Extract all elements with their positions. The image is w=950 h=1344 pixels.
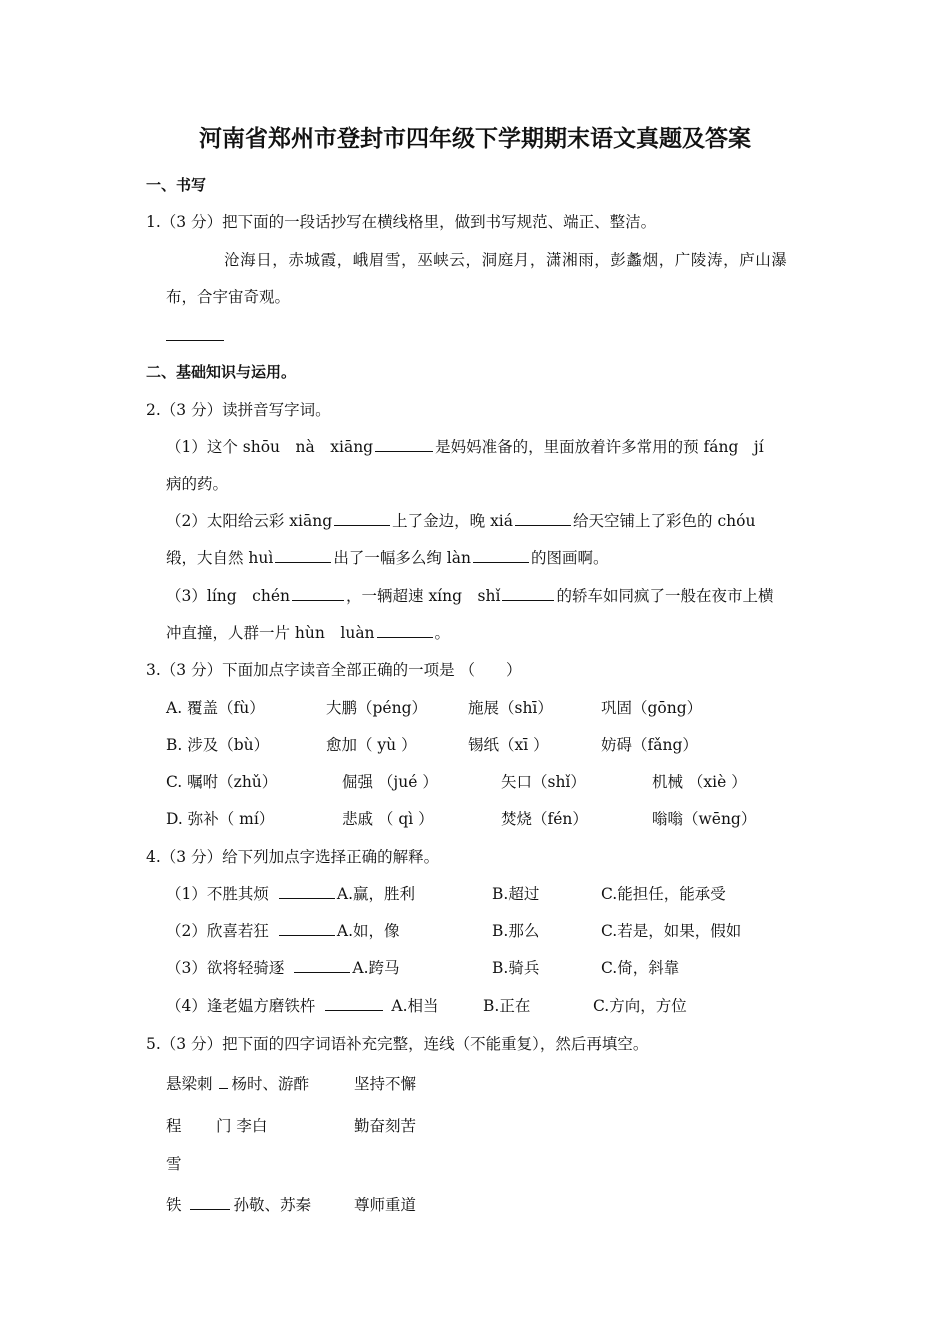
q2-item1-line2: 病的药。 [166,475,229,493]
q5-row4-trait: 尊师重道 [354,1196,417,1214]
q2-blank-8[interactable] [377,623,433,638]
q4-blank-1[interactable] [279,884,335,899]
q4-blank-2[interactable] [279,921,335,936]
q2-item3-text-b: ，一辆超速 xíng shǐ [346,587,501,605]
q5-row2-trait: 勤奋刻苦 [354,1117,417,1135]
q4-item2 [166,921,400,941]
q5-row2-person: 门 李白 [216,1117,268,1135]
q3-option-a-2: 大鹏（péng） [326,699,428,717]
q2-item1-text-b: 是妈妈准备的，里面放着许多常用的预 fáng jí [435,438,764,456]
q4-blank-3[interactable] [294,958,350,973]
q3-option-b-2: 愈加（ yù ） [326,736,417,754]
q3-option-a-4: 巩固（gōng） [601,699,703,717]
q4-item1 [166,884,415,904]
q3-option-a-3: 施展（shī） [468,699,553,717]
q2-item2-line1 [166,511,755,531]
q5-blank-2[interactable] [190,1195,230,1210]
q3-option-d-2: 悲戚 （ qì ） [342,810,434,828]
q5-row4-person: 孙敬、苏秦 [233,1196,312,1214]
q4-item2-choice-b: B.那么 [492,922,540,940]
q2-blank-3[interactable] [515,511,571,526]
q2-item2-text-b: 上了金边，晚 xiá [392,512,514,530]
q2-item2-line2 [166,548,608,568]
q4-blank-4[interactable] [325,996,383,1011]
q1-passage-line2: 布，合宇宙奇观。 [166,288,291,306]
q3-option-c-4: 机械 （xiè ） [652,773,747,791]
q2-blank-2[interactable] [334,511,390,526]
q1-passage-line1: 沧海日，赤城霞，峨眉雪，巫峡云，洞庭月，潇湘雨，彭蠡烟，广陵涛，庐山瀑 [224,251,788,269]
q4-item3-choice-a: A.跨马 [352,959,400,977]
q5-stem: 5.（3 分）把下面的四字词语补充完整，连线（不能重复），然后再填空。 [146,1035,649,1053]
q4-item2-word: （2）欣喜若狂 [166,922,269,940]
q4-item2-choice-c: C.若是，如果，假如 [601,922,742,940]
q3-option-d-3: 焚烧（fén） [501,810,588,828]
q2-item3-text-e: 。 [434,624,451,642]
q5-row4-word: 铁 [166,1196,182,1214]
q2-item2-text-f: 的图画啊。 [530,549,609,567]
q4-item3-choice-b: B.骑兵 [492,959,540,977]
q5-blank-1[interactable] [219,1074,228,1089]
q2-blank-1[interactable] [375,437,433,452]
q3-option-b-1[interactable]: B. 涉及（bù） [166,736,270,754]
q4-item4-choice-c: C.方向，方位 [593,997,687,1015]
q4-item2-choice-a: A.如，像 [336,922,400,940]
q3-option-c-1[interactable]: C. 嘱咐（zhǔ） [166,773,278,791]
q1-answer-line [166,340,224,341]
q2-blank-6[interactable] [292,586,344,601]
q4-item1-word: （1）不胜其烦 [166,885,269,903]
section-heading-basics: 二、基础知识与运用。 [146,363,297,381]
q4-item3-choice-c: C.倚，斜靠 [601,959,680,977]
q4-item3-word: （3）欲将轻骑逐 [166,959,285,977]
q4-item4-choice-a: A.相当 [391,997,439,1015]
q3-option-d-4: 嗡嗡（wēng） [652,810,757,828]
q5-row1-person: 杨时、游酢 [231,1075,310,1093]
q2-item1-text-a: （1）这个 shōu nà xiāng [166,438,374,456]
q4-item1-choice-b: B.超过 [492,885,540,903]
q4-item4-choice-b: B.正在 [483,997,531,1015]
q2-blank-7[interactable] [502,586,554,601]
q3-option-b-4: 妨碍（fǎng） [601,736,698,754]
q4-item1-choice-c: C.能担任，能承受 [601,885,726,903]
q3-stem: 3.（3 分）下面加点字读音全部正确的一项是 （ ） [146,661,522,679]
q1-stem: 1.（3 分）把下面的一段话抄写在横线格里，做到书写规范、端正、整洁。 [146,213,657,231]
q3-option-d-1[interactable]: D. 弥补（ mí） [166,810,275,828]
q5-row3-word: 雪 [166,1155,182,1173]
page-title: 河南省郑州市登封市四年级下学期期末语文真题及答案 [199,125,751,152]
q5-row1-word: 悬梁刺 [166,1075,213,1093]
q2-item3-line2 [166,623,450,643]
q2-blank-4[interactable] [275,548,331,563]
q4-item4 [166,996,439,1016]
q2-item3-line1 [166,586,773,606]
q3-option-b-3: 锡纸（xī ） [468,736,549,754]
q2-item3-text-d: 冲直撞，人群一片 hùn luàn [166,624,375,642]
q3-option-a-1[interactable]: A. 覆盖（fù） [166,699,265,717]
section-heading-writing: 一、书写 [146,176,207,194]
q2-item1-line1 [166,437,764,457]
q3-option-c-2: 倔强 （jué ） [342,773,438,791]
q4-item1-choice-a: A.赢，胜利 [336,885,415,903]
q5-row1-idiom [166,1074,309,1094]
q2-item2-text-e: 出了一幅多么绚 làn [333,549,471,567]
q2-item3-text-c: 的轿车如同疯了一般在夜市上横 [556,587,774,605]
q3-option-c-3: 矢口（shǐ） [501,773,586,791]
q2-stem: 2.（3 分）读拼音写字词。 [146,401,331,419]
q2-item2-text-c: 给天空铺上了彩色的 chóu [573,512,756,530]
q5-row2-word: 程 [166,1117,182,1135]
q2-blank-5[interactable] [473,548,529,563]
q5-row4-idiom [166,1195,311,1215]
q5-row1-trait: 坚持不懈 [354,1075,417,1093]
q4-stem: 4.（3 分）给下列加点字选择正确的解释。 [146,848,440,866]
q4-item4-word: （4）逢老媪方磨铁杵 [166,997,316,1015]
q2-item2-text-a: （2）太阳给云彩 xiāng [166,512,333,530]
q4-item3 [166,958,400,978]
q2-item2-text-d: 缎，大自然 huì [166,549,274,567]
q2-item3-text-a: （3）líng chén [166,587,291,605]
